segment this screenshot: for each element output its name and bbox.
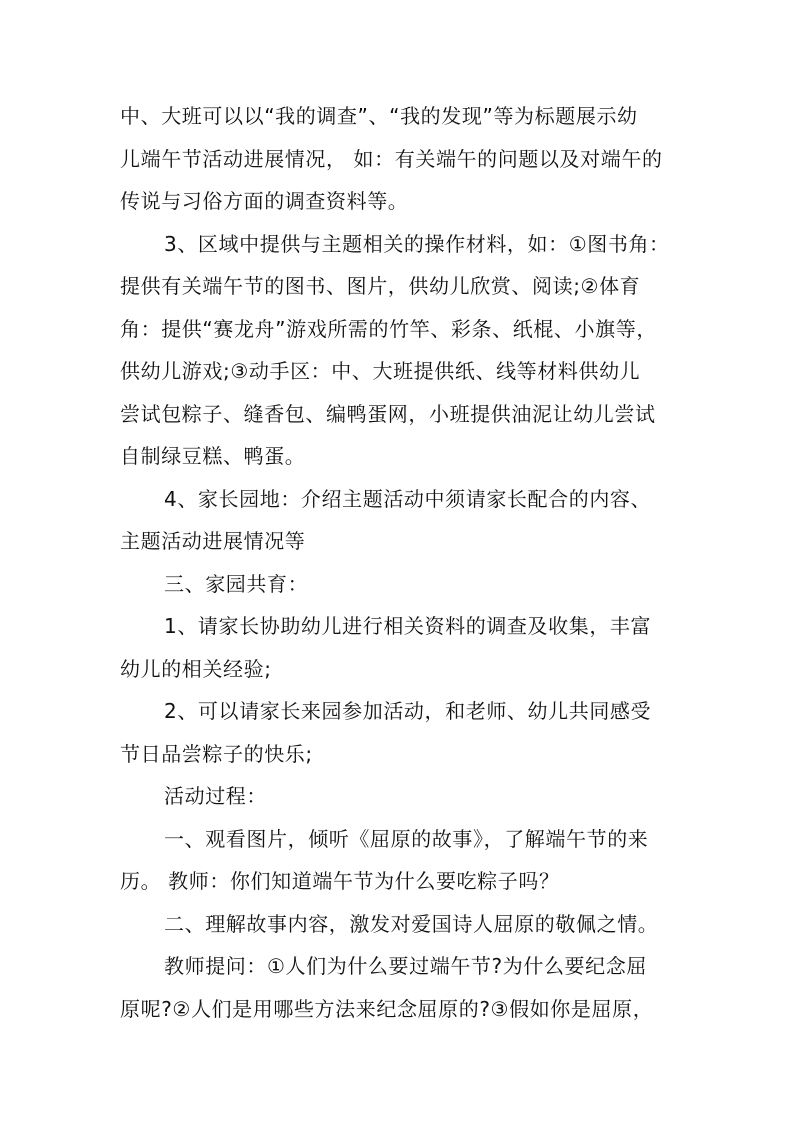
item-1-start: 1、请家长协助幼儿进行相关资料的调查及收集，丰富 — [164, 614, 652, 638]
text-line: 中、大班可以以“我的调查”、“我的发现”等为标题展示幼 — [120, 104, 638, 128]
text-line: 主题活动进展情况等 — [120, 529, 306, 553]
teacher-questions-start: 教师提问：①人们为什么要过端午节?为什么要纪念屈 — [164, 954, 647, 978]
text-line: 角：提供“赛龙舟”游戏所需的竹竿、彩条、纸棍、小旗等， — [120, 317, 657, 341]
text-line: 自制绿豆糕、鸭蛋。 — [120, 444, 306, 468]
text-line: 历。 教师：你们知道端午节为什么要吃粽子吗？ — [120, 869, 560, 893]
section-heading: 三、家园共育： — [164, 572, 309, 596]
step-1-start: 一、观看图片，倾听《屈原的故事》，了解端午节的来 — [164, 827, 649, 851]
paragraph-4-start: 4、家长园地：介绍主题活动中须请家长配合的内容、 — [164, 487, 652, 511]
item-2-start: 2、可以请家长来园参加活动，和老师、幼儿共同感受 — [164, 699, 652, 723]
step-2: 二、理解故事内容，激发对爱国诗人屈原的敬佩之情。 — [164, 912, 659, 936]
text-line: 儿端午节活动进展情况， 如：有关端午的问题以及对端午的 — [120, 147, 663, 171]
text-line: 提供有关端午节的图书、图片，供幼儿欣赏、阅读;②体育 — [120, 274, 641, 298]
text-line: 原呢?②人们是用哪些方法来纪念屈原的?③假如你是屈原， — [120, 997, 654, 1021]
text-line: 节日品尝粽子的快乐; — [120, 742, 313, 766]
text-line: 幼儿的相关经验; — [120, 657, 272, 681]
text-line: 尝试包粽子、缝香包、编鸭蛋网，小班提供油泥让幼儿尝试 — [120, 402, 656, 426]
text-line: 传说与习俗方面的调查资料等。 — [120, 189, 409, 213]
section-heading: 活动过程： — [164, 784, 267, 808]
text-line: 供幼儿游戏;③动手区：中、大班提供纸、线等材料供幼儿 — [120, 359, 641, 383]
paragraph-3-start: 3、区域中提供与主题相关的操作材料，如：①图书角： — [164, 232, 670, 256]
